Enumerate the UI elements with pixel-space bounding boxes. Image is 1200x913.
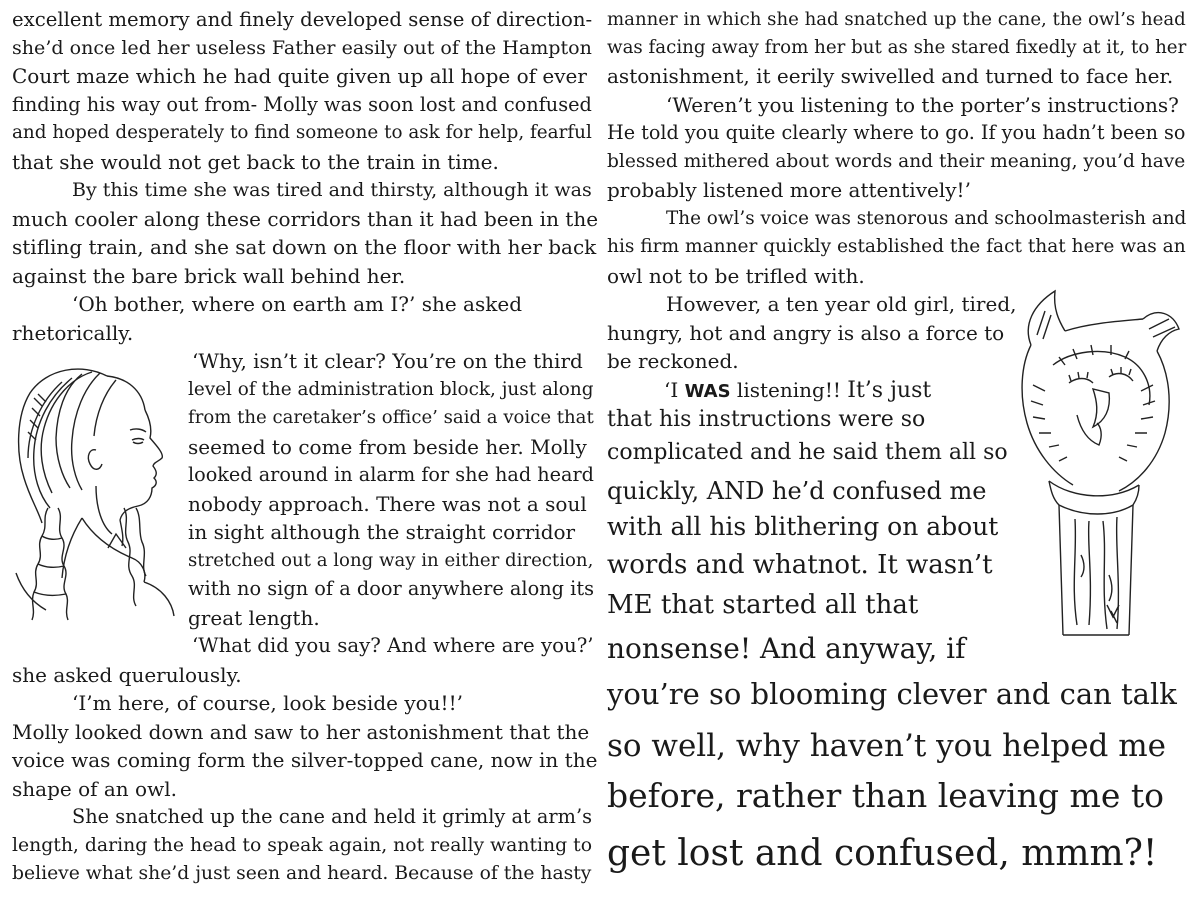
text-line: was facing away from her but as she stared fixedly at it, to her [607, 37, 1187, 58]
text-line: Court maze which he had quite given up all hope of ever [12, 64, 587, 88]
text-line: He told you quite clearly where to go. If you hadn’t been so [607, 121, 1186, 144]
text-fragment: ‘I [664, 378, 685, 402]
text-line: looked around in alarm for she had heard [188, 463, 594, 486]
text-fragment: listening!! [730, 378, 848, 402]
text-line: that his instructions were so [607, 407, 926, 432]
text-line: ‘What did you say? And where are you?’ [192, 634, 594, 657]
text-line: so well, why haven’t you helped me [607, 728, 1166, 764]
text-line: stretched out a long way in either direction, [188, 550, 594, 571]
text-fragment: It’s just [847, 378, 932, 403]
text-line: ‘Weren’t you listening to the porter’s instructions? [666, 93, 1179, 117]
text-line: However, a ten year old girl, tired, [666, 292, 1017, 316]
text-line: stifling train, and she sat down on the floor with her back [12, 235, 597, 259]
text-line: with no sign of a door anywhere along its [188, 577, 594, 600]
owl-cane-illustration [993, 285, 1188, 640]
text-line: level of the administration block, just along [188, 379, 594, 400]
emphasis-text: WAS [684, 381, 731, 402]
text-line: that she would not get back to the train in time. [12, 150, 499, 174]
text-line: be reckoned. [607, 349, 739, 373]
text-line: in sight although the straight corridor [188, 520, 576, 544]
text-line: get lost and confused, mmm?! [607, 833, 1158, 874]
text-line: blessed mithered about words and their meaning, you’d have [607, 151, 1186, 172]
shout-line [664, 376, 931, 406]
text-line: shape of an owl. [12, 777, 177, 801]
text-line: she asked querulously. [12, 663, 242, 687]
text-line: against the bare brick wall behind her. [12, 264, 406, 288]
text-line: finding his way out from- Molly was soon lost and confused [12, 93, 592, 116]
text-line: probably listened more attentively!’ [607, 178, 971, 202]
girl-profile-illustration [12, 358, 177, 623]
text-line: with all his blithering on about [607, 512, 999, 541]
text-line: hungry, hot and angry is also a force to [607, 321, 1005, 345]
text-line: before, rather than leaving me to [607, 776, 1164, 815]
text-line: Molly looked down and saw to her astonishment that the [12, 720, 590, 744]
text-line: she’d once led her useless Father easily out of the Hampton [12, 37, 592, 59]
text-line: complicated and he said them all so [607, 440, 1008, 465]
text-line: nobody approach. There was not a soul [188, 492, 587, 516]
text-line: from the caretaker’s office’ said a voice that [188, 407, 594, 428]
text-line: you’re so blooming clever and can talk [607, 677, 1177, 711]
text-line: voice was coming form the silver-topped cane, now in the [12, 748, 598, 772]
text-line: much cooler along these corridors than it had been in the [12, 207, 599, 231]
text-line: excellent memory and finely developed sense of direction- [12, 8, 593, 31]
text-line: By this time she was tired and thirsty, although it was [72, 179, 592, 201]
text-line: ‘Oh bother, where on earth am I?’ she asked [72, 292, 522, 316]
text-line: seemed to come from beside her. Molly [188, 435, 587, 459]
text-line: astonishment, it eerily swivelled and turned to face her. [607, 64, 1174, 88]
text-line: She snatched up the cane and held it grimly at arm’s [72, 805, 592, 828]
text-line: manner in which she had snatched up the cane, the owl’s head [607, 9, 1186, 30]
text-line: ‘I’m here, of course, look beside you!!’ [72, 691, 463, 715]
text-line: The owl’s voice was stenorous and schoolmasterish and [666, 208, 1187, 229]
text-line: length, daring the head to speak again, not really wanting to [12, 835, 593, 856]
text-line: words and whatnot. It wasn’t [607, 550, 993, 580]
text-line: owl not to be trifled with. [607, 264, 865, 288]
text-line: ‘Why, isn’t it clear? You’re on the third [192, 349, 583, 373]
text-line: quickly, AND he’d confused me [607, 477, 987, 505]
text-line: and hoped desperately to find someone to ask for help, fearful [12, 122, 592, 143]
text-line: believe what she’d just seen and heard. Because of the hasty [12, 863, 592, 884]
text-line: ME that started all that [607, 590, 919, 620]
text-line: great length. [188, 606, 320, 630]
text-line: rhetorically. [12, 321, 134, 345]
text-line: nonsense! And anyway, if [607, 632, 966, 665]
text-line: his firm manner quickly established the fact that here was an [607, 236, 1186, 257]
